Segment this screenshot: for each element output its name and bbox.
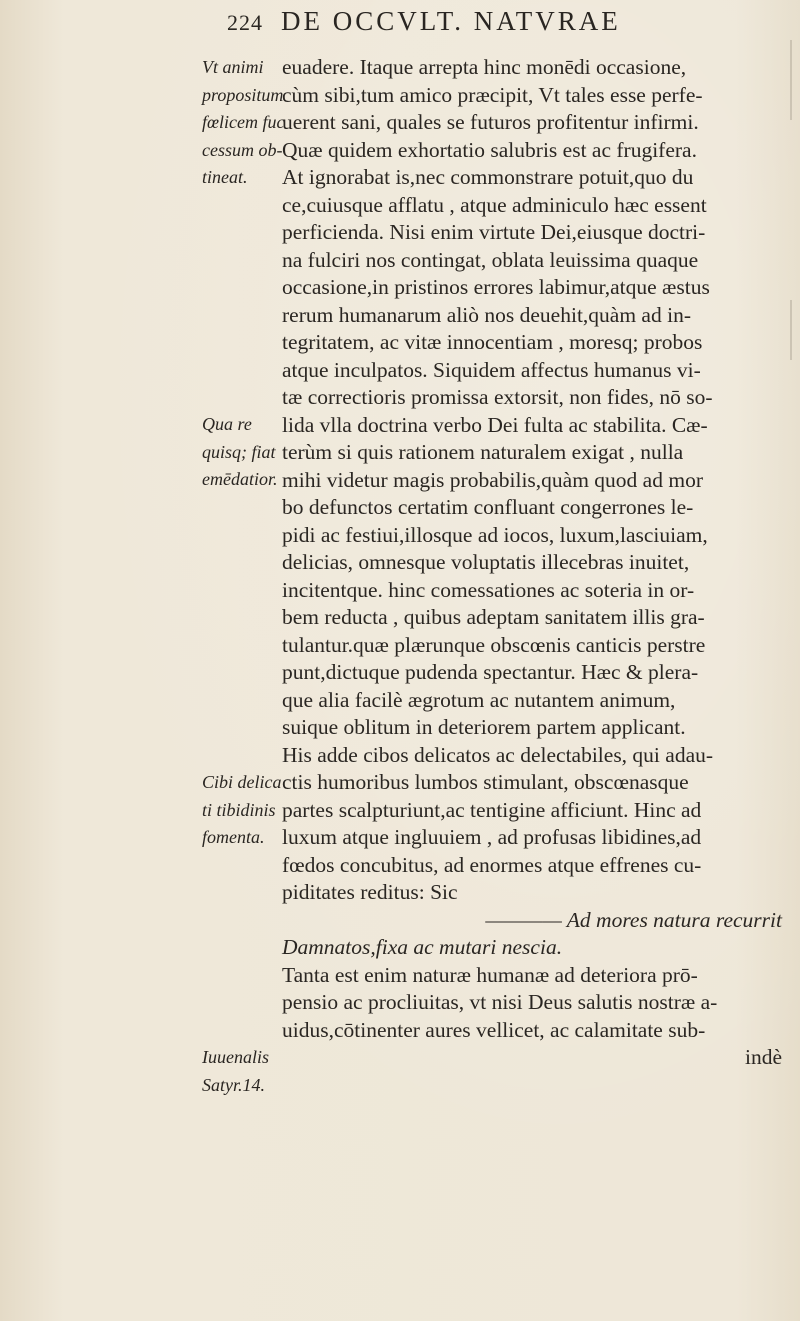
text-line: Damnatos,fixa ac mutari nescia. xyxy=(282,935,563,959)
text-line: que alia facilè ægrotum ac nutantem animum, xyxy=(282,687,676,712)
margin-note-line: fœlicem fuc xyxy=(202,112,285,132)
page-edge-shadow xyxy=(790,40,792,120)
text-line: bem reducta , quibus adeptam sanitatem illis gra- xyxy=(282,605,705,629)
page-header xyxy=(227,6,621,46)
margin-note-line: Vt animi xyxy=(202,57,264,77)
text-line: atque inculpatos. Siquidem affectus humanus vi- xyxy=(282,357,701,382)
text-line: ———— Ad mores natura recurrit xyxy=(485,907,782,932)
text-line: indè xyxy=(744,1045,782,1069)
page-number: 224 xyxy=(227,10,263,35)
text-line: fœdos concubitus, ad enormes atque effrenes cu- xyxy=(282,852,702,877)
text-line: perficienda. Nisi enim virtute Dei,eiusque doctri- xyxy=(282,220,706,244)
running-head: DE OCCVLT. NATVRAE xyxy=(281,6,621,36)
text-line: incitentque. hinc comessationes ac soteria in or- xyxy=(282,577,695,602)
text-line: euadere. Itaque arrepta hinc monēdi occasione, xyxy=(282,55,687,79)
margin-notes xyxy=(0,0,285,1321)
margin-note-line: Iuuenalis xyxy=(202,1047,269,1067)
margin-note xyxy=(202,54,284,192)
text-line: rerum humanarum aliò nos deuehit,quàm ad in- xyxy=(282,302,691,327)
text-line: His adde cibos delicatos ac delectabiles, qui adau- xyxy=(282,742,714,767)
margin-note-line: tineat. xyxy=(202,167,248,187)
text-line: terùm si quis rationem naturalem exigat , nulla xyxy=(282,440,684,464)
text-line: cùm sibi,tum amico præcipit, Vt tales esse perfe- xyxy=(282,82,703,107)
text-line: pensio ac procliuitas, vt nisi Deus salutis nostræ a- xyxy=(282,990,718,1014)
text-line: suique oblitum in deteriorem partem applicant. xyxy=(282,715,686,739)
margin-note-line: Cibi delica xyxy=(202,772,282,792)
text-line: Quæ quidem exhortatio salubris est ac frugifera. xyxy=(282,137,697,162)
margin-note xyxy=(202,411,278,494)
text-line: piditates reditus: Sic xyxy=(282,880,458,904)
text-line: pidi ac festiui,illosque ad iocos, luxum,lasciuiam, xyxy=(282,522,708,547)
text-line: lida vlla doctrina verbo Dei fulta ac stabilita. Cæ- xyxy=(282,412,708,437)
margin-note-line: cessum ob- xyxy=(202,139,283,160)
text-line: punt,dictuque pudenda spectantur. Hæc & plera- xyxy=(282,660,699,684)
text-line: bo defunctos certatim confluant congerrones le- xyxy=(282,495,694,519)
text-line: tulantur.quæ plærunque obscœnis canticis perstre xyxy=(282,632,706,657)
text-line: At ignorabat is,nec commonstrare potuit,quo du xyxy=(282,165,694,189)
text-line: ce,cuiusque afflatu , atque adminiculo hæc essent xyxy=(282,192,707,217)
margin-note-line: propositum xyxy=(202,84,284,105)
margin-note-line: Qua re xyxy=(202,414,252,434)
text-line: mihi videtur magis probabilis,quàm quod ad mor xyxy=(282,467,703,492)
margin-note xyxy=(202,769,282,852)
text-line: ctis humoribus lumbos stimulant, obscœnasque xyxy=(282,770,689,794)
margin-note-line: quisq; fiat xyxy=(202,441,276,462)
margin-note-line: Satyr.14. xyxy=(202,1074,265,1095)
margin-note xyxy=(202,1044,269,1099)
text-line: delicias, omnesque voluptatis illecebras inuitet, xyxy=(282,550,690,574)
text-line: occasione,in pristinos errores labimur,atque æstus xyxy=(282,275,710,299)
margin-note-line: emēdatior. xyxy=(202,469,278,489)
text-line: uerent sani, quales se futuros profitentur infirmi. xyxy=(282,110,699,134)
text-line: na fulciri nos contingat, oblata leuissima quaque xyxy=(282,247,699,272)
text-line: tæ correctioris promissa extorsit, non fides, nō so- xyxy=(282,385,713,409)
body-text xyxy=(282,54,782,1072)
text-line: tegritatem, ac vitæ innocentiam , moresq; probos xyxy=(282,330,703,354)
text-line: partes scalpturiunt,ac tentigine afficiunt. Hinc ad xyxy=(282,797,702,822)
text-line: Tanta est enim naturæ humanæ ad deteriora prō- xyxy=(282,962,698,987)
text-line: uidus,cōtinenter aures vellicet, ac calamitate sub- xyxy=(282,1017,706,1042)
page-edge-shadow xyxy=(790,300,792,360)
text-line: luxum atque ingluuiem , ad profusas libidines,ad xyxy=(282,825,702,849)
margin-note-line: fomenta. xyxy=(202,827,265,847)
margin-note-line: ti tibidinis xyxy=(202,799,276,820)
